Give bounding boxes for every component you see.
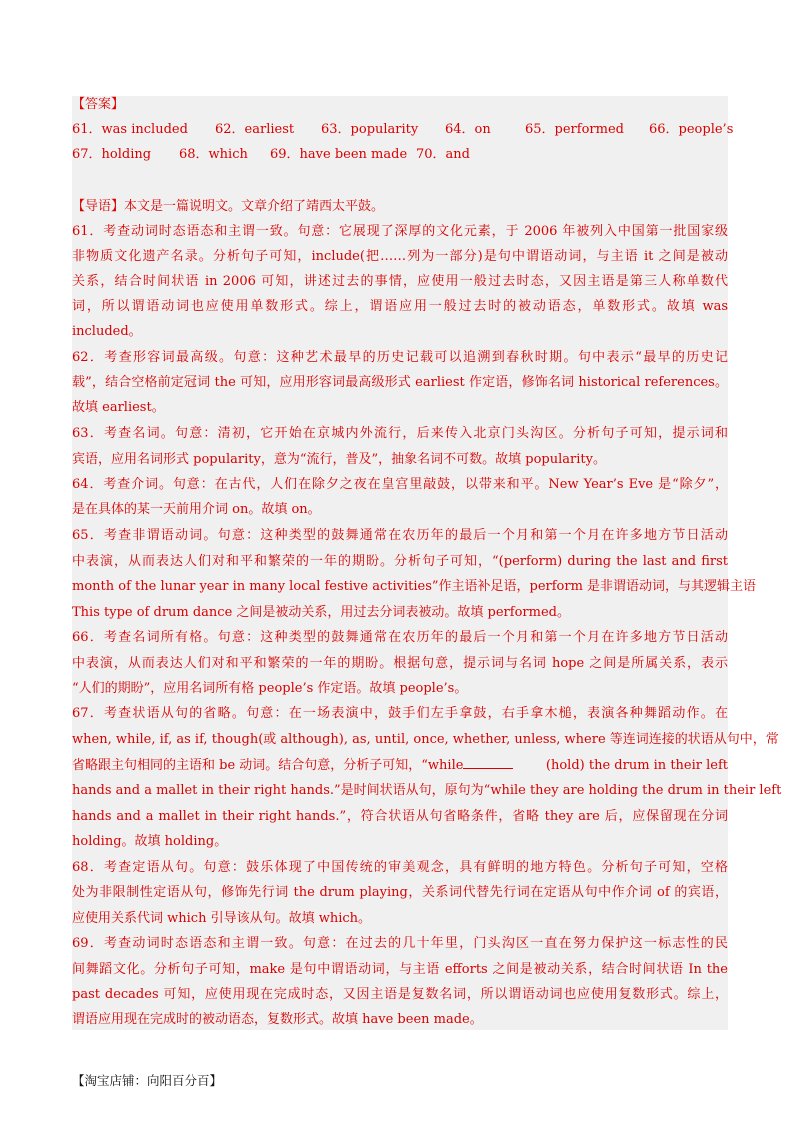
- answer-70: 70．and: [416, 147, 470, 162]
- explanation-line: 是在具体的某一天前用介词 on。故填 on。: [72, 502, 321, 517]
- explanation-line: 非物质文化遗产名录。分析句子可知，include(把……列为一部分)是句中谓语动词，与主语 it 之间是被动: [72, 249, 728, 264]
- answer-65: 65．performed: [525, 122, 624, 137]
- explanation-line: 中表演，从而表达人们对和平和繁荣的一年的期盼。分析句子可知，“(perform) during the last and first: [72, 554, 728, 569]
- answer-67: 67．holding: [72, 147, 152, 162]
- explanation-line: 61．考查动词时态语态和主谓一致。句意：它展现了深厚的文化元素，于 2006 年被列入中国第一批国家级: [72, 224, 728, 239]
- answer-62: 62．earliest: [215, 122, 295, 137]
- answer-63: 63．popularity: [321, 122, 419, 137]
- intro-guide: 【导语】本文是一篇说明文。文章介绍了靖西太平鼓。: [72, 199, 385, 214]
- explanation-line: This type of drum dance 之间是被动关系，用过去分词表被动。故填 performed。: [72, 605, 570, 620]
- explanation-line: 69．考查动词时态语态和主谓一致。句意：在过去的几十年里，门头沟区一直在努力保护这一标志性的民: [72, 936, 728, 951]
- explanation-line: included。: [72, 324, 142, 339]
- explanation-line: 处为非限制性定语从句，修饰先行词 the drum playing，关系词代替先行词在定语从句中作介词 of 的宾语，: [72, 885, 728, 900]
- explanation-line: 应使用关系代词 which 引导该从句。故填 which。: [72, 911, 372, 926]
- answer-61: 61．was included: [72, 122, 188, 137]
- explanation-line-with-blank: [72, 755, 728, 777]
- blank-suffix-text: (hold) the drum in their left: [545, 758, 728, 773]
- answer-69: 69．have been made: [270, 147, 408, 162]
- explanation-line: 关系，结合时间状语 in 2006 可知，讲述过去的事情，应使用一般过去时态，又因主语是第三人称单数代: [72, 274, 728, 289]
- answer-header: 【答案】: [72, 97, 125, 112]
- explanation-line: 65．考查非谓语动词。句意：这种类型的鼓舞通常在农历年的最后一个月和第一个月在许多地方节日活动: [72, 528, 728, 543]
- explanation-line: past decades 可知，应使用现在完成时态，又因主语是复数名词，所以谓语动词也应使用复数形式。综上，: [72, 987, 728, 1002]
- answer-66: 66．people’s: [649, 122, 734, 137]
- explanation-line: when, while, if, as if, though(或 although), as, until, once, whether, unless, where 等连词连接的状语从句中，常: [72, 732, 779, 747]
- explanation-line: 64．考查介词。句意：在古代，人们在除夕之夜在皇宫里敲鼓，以带来和平。New Year’s Eve 是“除夕”，: [72, 477, 728, 492]
- answer-explanation-panel: [72, 96, 782, 1030]
- explanation-line: 故填 earliest。: [72, 400, 165, 415]
- explanation-line: “人们的期盼”，应用名词所有格 people’s 作定语。故填 people’s。: [72, 681, 468, 696]
- explanation-line: 63．考查名词。句意：清初，它开始在京城内外流行，后来传入北京门头沟区。分析句子可知，提示词和: [72, 426, 728, 441]
- explanation-line: 中表演，从而表达人们对和平和繁荣的一年的期盼。根据句意，提示词与名词 hope 之间是所属关系，表示: [72, 656, 728, 671]
- answer-blank: [463, 756, 513, 769]
- explanation-line: 谓语应用现在完成时的被动语态，复数形式。故填 have been made。: [72, 1012, 483, 1027]
- explanation-line: 宾语，应用名词形式 popularity，意为“流行，普及”，抽象名词不可数。故填 popularity。: [72, 452, 606, 467]
- explanation-line: 62．考查形容词最高级。句意：这种艺术最早的历史记载可以追溯到春秋时期。句中表示“最早的历史记: [72, 350, 728, 365]
- explanation-line: hands and a mallet in their right hands.”是时间状语从句，原句为“while they are holding the drum in their left: [72, 783, 782, 798]
- answer-64: 64．on: [445, 122, 491, 137]
- explanation-line: 载”，结合空格前定冠词 the 可知，应用形容词最高级形式 earliest 作定语，修饰名词 historical references。: [72, 375, 728, 390]
- explanation-line: hands and a mallet in their right hands.”，符合状语从句省略条件，省略 they are 后，应保留现在分词: [72, 809, 728, 824]
- explanation-line: 词，所以谓语动词也应使用单数形式。综上，谓语应用一般过去时的被动语态，单数形式。故填 was: [72, 299, 728, 314]
- explanation-line: 67．考查状语从句的省略。句意：在一场表演中，鼓手们左手拿鼓，右手拿木槌，表演各种舞蹈动作。在: [72, 706, 728, 721]
- blank-prefix-text: 省略跟主句相同的主语和 be 动词。结合句意，分析子可知，“while: [72, 758, 464, 773]
- explanation-line: 68．考查定语从句。句意：鼓乐体现了中国传统的审美观念，具有鲜明的地方特色。分析句子可知，空格: [72, 860, 728, 875]
- explanation-line: month of the lunar year in many local festive activities”作主语补足语，perform 是非谓语动词，与其逻辑主语: [72, 579, 757, 594]
- explanation-line: 间舞蹈文化。分析句子可知，make 是句中谓语动词，与主语 efforts 之间是被动关系，结合时间状语 In the: [72, 962, 728, 977]
- shop-footer: 【淘宝店铺：向阳百分百】: [72, 1073, 223, 1088]
- explanation-line: holding。故填 holding。: [72, 834, 228, 849]
- explanation-line: 66．考查名词所有格。句意：这种类型的鼓舞通常在农历年的最后一个月和第一个月在许多地方节日活动: [72, 630, 728, 645]
- answer-68: 68．which: [179, 147, 248, 162]
